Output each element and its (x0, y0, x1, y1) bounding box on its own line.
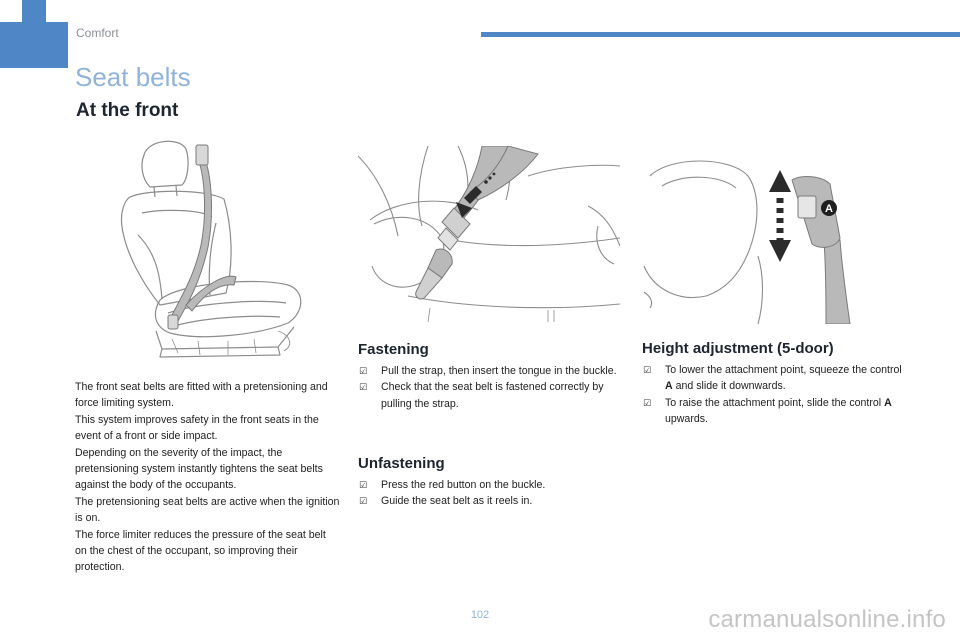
height-adjustment-illustration (640, 156, 870, 324)
list-item (358, 363, 623, 379)
control-label: A (665, 380, 673, 393)
intro-paragraph: This system improves safety in the front seats in the event of a front or side impact. (75, 413, 319, 443)
checkbox-bullet-icon: ☑ (359, 496, 368, 507)
height-step-text: To lower the attachment point, squeeze the control (665, 364, 902, 376)
fastening-heading: Fastening (358, 341, 429, 358)
section-label: Comfort (76, 26, 119, 40)
fastening-step-text: Pull the strap, then insert the tongue in the buckle. (381, 365, 617, 377)
fastening-steps (358, 363, 623, 412)
checkbox-bullet-icon: ☑ (359, 382, 368, 393)
list-item (642, 362, 907, 395)
height-step-text: upwards. (665, 413, 708, 426)
callout-label-a: A (825, 203, 833, 215)
list-item (642, 395, 907, 428)
page-title: Seat belts (75, 62, 191, 92)
unfastening-steps (358, 477, 623, 510)
height-adjustment-steps (642, 362, 907, 428)
unfastening-heading: Unfastening (358, 455, 445, 472)
intro-paragraph: The pretensioning seat belts are active when the ignition is on. (75, 495, 340, 525)
height-adjustment-heading: Height adjustment (5-door) (642, 340, 834, 357)
checkbox-bullet-icon: ☑ (359, 480, 368, 490)
unfastening-step-text: Guide the seat belt as it reels in. (381, 495, 533, 508)
list-item (358, 493, 623, 509)
front-seat-illustration (108, 135, 348, 360)
page-number: 102 (470, 609, 490, 621)
intro-paragraph: The force limiter reduces the pressure of the seat belt on the chest of the occupant, so improving their protection. (75, 528, 326, 574)
fastening-illustration (358, 146, 620, 322)
height-step-text: To raise the attachment point, slide the control (665, 396, 885, 409)
control-label: A (884, 396, 892, 409)
checkbox-bullet-icon: ☑ (643, 397, 652, 408)
intro-paragraph: Depending on the severity of the impact, the pretensioning system instantly tightens the seat belts against the body of the occupants. (75, 446, 323, 492)
fastening-step-text: Check that the seat belt is fastened correctly by pulling the strap. (381, 381, 604, 410)
watermark: carmanualsonline.info (708, 606, 946, 633)
height-step-text: and slide it downwards. (672, 380, 786, 393)
header-rule (481, 32, 960, 37)
checkbox-bullet-icon: ☑ (359, 366, 368, 376)
unfastening-step-text: Press the red button on the buckle. (381, 479, 546, 491)
chapter-tab-icon (0, 0, 68, 68)
section-heading: At the front (76, 100, 179, 121)
list-item (358, 477, 623, 493)
list-item (358, 379, 623, 412)
checkbox-bullet-icon: ☑ (643, 365, 652, 375)
intro-paragraph: The front seat belts are fitted with a pretensioning and force limiting system. (75, 381, 328, 410)
intro-text (75, 379, 340, 576)
